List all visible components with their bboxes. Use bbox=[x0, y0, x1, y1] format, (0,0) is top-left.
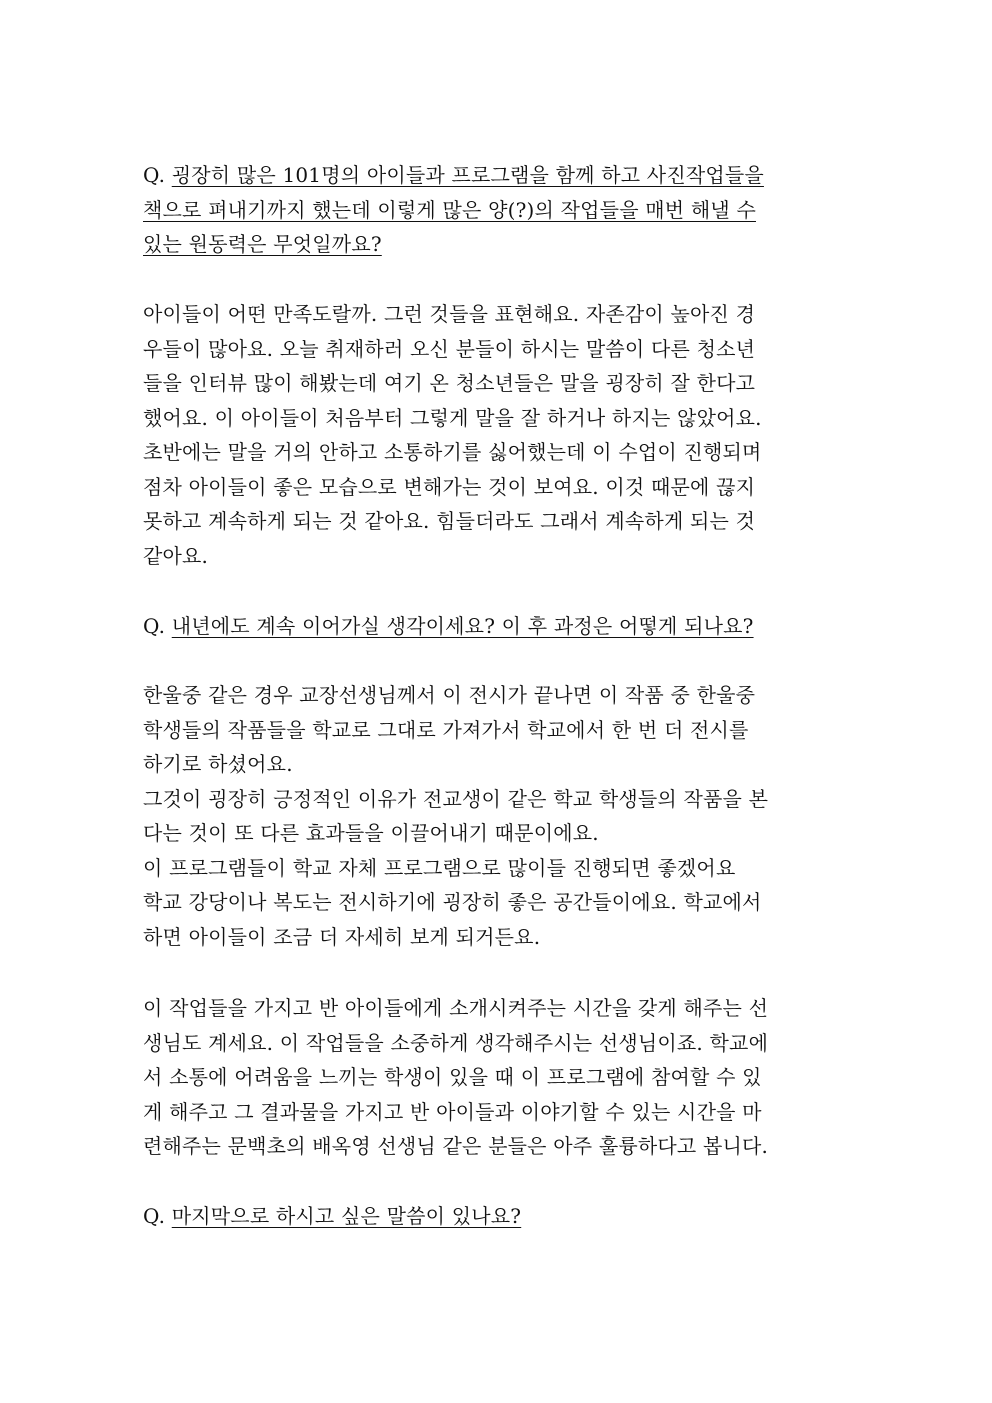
answer-1-line: 우들이 많아요. 오늘 취재하러 오신 분들이 하시는 말씀이 다른 청소년 bbox=[143, 336, 756, 361]
question-1-line-2 bbox=[143, 193, 853, 228]
answer-2-line: 다는 것이 또 다른 효과들을 이끌어내기 때문이에요. bbox=[143, 821, 599, 845]
answer-3 bbox=[143, 991, 853, 1164]
answer-2-line: 학교 강당이나 복도는 전시하기에 굉장히 좋은 공간들이에요. 학교에서 bbox=[143, 890, 762, 914]
answer-3-line: 이 작업들을 가지고 반 아이들에게 소개시켜주는 시간을 갖게 해주는 선 bbox=[143, 996, 769, 1020]
question-2-text: 내년에도 계속 이어가실 생각이세요? 이 후 과정은 어떻게 되나요? bbox=[171, 614, 754, 638]
question-1-line-3 bbox=[143, 227, 853, 262]
question-prefix: Q. bbox=[143, 614, 166, 638]
question-1-line-1 bbox=[143, 158, 853, 193]
answer-2 bbox=[143, 678, 853, 954]
question-1-text-line-2: 책으로 펴내기까지 했는데 이렇게 많은 양(?)의 작업들을 매번 해낼 수 bbox=[143, 197, 756, 222]
answer-1-line: 들을 인터뷰 많이 해봤는데 여기 온 청소년들은 말을 굉장히 잘 한다고 bbox=[143, 371, 756, 395]
answer-3-line: 게 해주고 그 결과물을 가지고 반 아이들과 이야기할 수 있는 시간을 마 bbox=[143, 1099, 762, 1124]
answer-1 bbox=[143, 297, 853, 573]
question-2-line bbox=[143, 609, 853, 644]
question-3 bbox=[143, 1199, 853, 1234]
answer-1-line: 아이들이 어떤 만족도랄까. 그런 것들을 표현해요. 자존감이 높아진 경 bbox=[143, 302, 756, 326]
question-1 bbox=[143, 158, 853, 262]
answer-1-line: 초반에는 말을 거의 안하고 소통하기를 싫어했는데 이 수업이 진행되며 bbox=[143, 440, 762, 464]
answer-3-line: 생님도 계세요. 이 작업들을 소중하게 생각해주시는 선생님이죠. 학교에 bbox=[143, 1030, 769, 1055]
answer-2-line: 그것이 굉장히 긍정적인 이유가 전교생이 같은 학교 학생들의 작품을 본 bbox=[143, 786, 769, 811]
question-1-text-line-1: 굉장히 많은 101명의 아이들과 프로그램을 함께 하고 사진작업들을 bbox=[171, 163, 764, 187]
question-2 bbox=[143, 609, 853, 644]
question-prefix: Q. bbox=[143, 1204, 166, 1228]
answer-2-line: 하면 아이들이 조금 더 자세히 보게 되거든요. bbox=[143, 924, 541, 949]
question-3-text: 마지막으로 하시고 싶은 말씀이 있나요? bbox=[171, 1204, 522, 1228]
answer-2-line: 학생들의 작품들을 학교로 그대로 가져가서 학교에서 한 번 더 전시를 bbox=[143, 717, 749, 742]
question-1-text-line-3: 있는 원동력은 무엇일까요? bbox=[143, 232, 382, 256]
answer-2-line: 하기로 하셨어요. bbox=[143, 752, 293, 776]
answer-1-line: 점차 아이들이 좋은 모습으로 변해가는 것이 보여요. 이것 때문에 끊지 bbox=[143, 474, 756, 499]
answer-3-line: 서 소통에 어려움을 느끼는 학생이 있을 때 이 프로그램에 참여할 수 있 bbox=[143, 1065, 762, 1089]
question-3-line bbox=[143, 1199, 853, 1234]
answer-2-line: 이 프로그램들이 학교 자체 프로그램으로 많이들 진행되면 좋겠어요 bbox=[143, 855, 736, 880]
answer-1-line: 같아요. bbox=[143, 543, 209, 568]
answer-1-line: 못하고 계속하게 되는 것 같아요. 힘들더라도 그래서 계속하게 되는 것 bbox=[143, 509, 756, 533]
question-prefix: Q. bbox=[143, 163, 166, 187]
answer-1-line: 했어요. 이 아이들이 처음부터 그렇게 말을 잘 하거나 하지는 않았어요. bbox=[143, 405, 762, 430]
answer-2-line: 한울중 같은 경우 교장선생님께서 이 전시가 끝나면 이 작품 중 한울중 bbox=[143, 683, 756, 707]
answer-3-line: 련해주는 문백초의 배옥영 선생님 같은 분들은 아주 훌륭하다고 봅니다. bbox=[143, 1134, 769, 1158]
